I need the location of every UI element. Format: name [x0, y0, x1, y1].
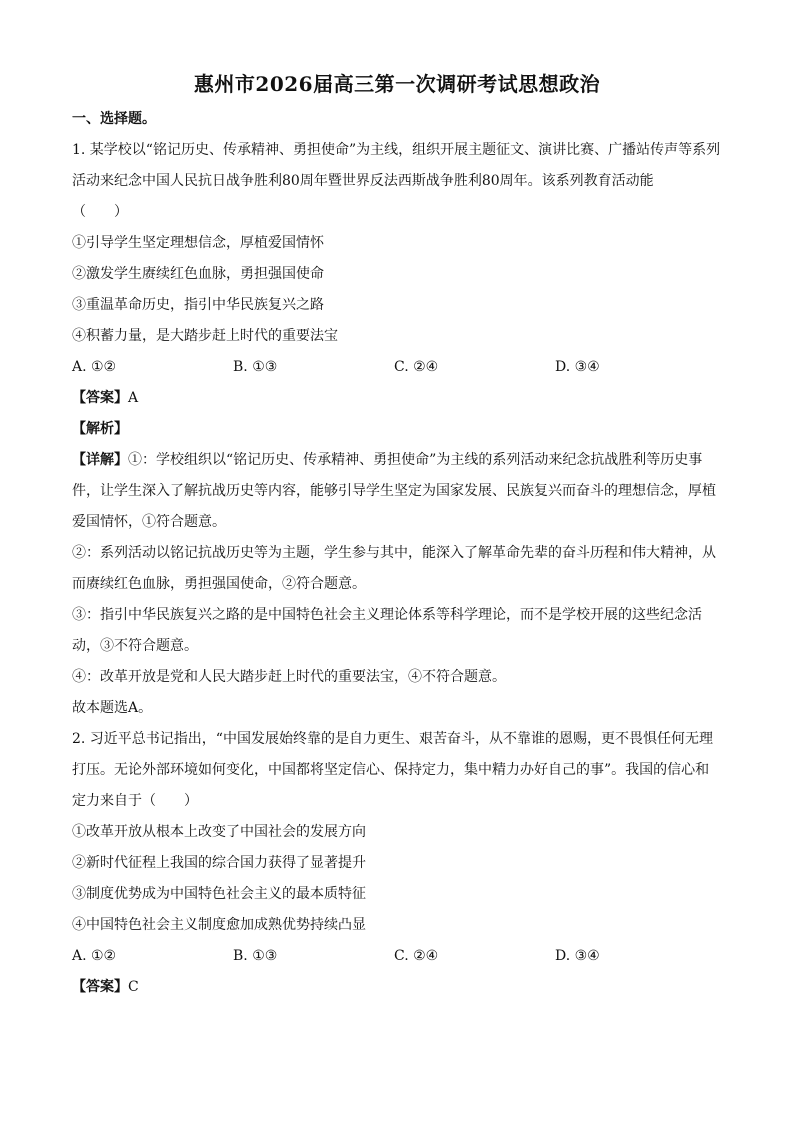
- answer-tag: 【答案】: [72, 390, 128, 406]
- question-2-option-a: A. ①②: [72, 948, 117, 964]
- question-2-item-1: ①改革开放从根本上改变了中国社会的发展方向: [72, 824, 366, 840]
- question-1-detail-3: ③：指引中华民族复兴之路的是中国特色社会主义理论体系等科学理论，而不是学校开展的这些纪念活动，③不符合题意。: [72, 607, 702, 654]
- question-2-answer: [72, 972, 722, 1003]
- question-1-answer: [72, 383, 722, 414]
- question-1-option-b: B. ①③: [233, 359, 278, 375]
- question-2-item-4: ④中国特色社会主义制度愈加成熟优势持续凸显: [72, 917, 366, 933]
- question-1-detail-2: ②：系列活动以铭记抗战历史等为主题，学生参与其中，能深入了解革命先辈的奋斗历程和伟大精神，从而赓续红色血脉，勇担强国使命，②符合题意。: [72, 545, 716, 592]
- question-1-option-c: C. ②④: [394, 359, 439, 375]
- question-2-options: [72, 941, 722, 972]
- question-1-option-a: A. ①②: [72, 359, 117, 375]
- page-title: 惠州市2026届高三第一次调研考试思想政治: [193, 72, 601, 96]
- question-1-blank: （ ）: [72, 204, 128, 220]
- question-1-item-3: ③重温革命历史，指引中华民族复兴之路: [72, 297, 324, 313]
- detail-tag: 【详解】: [72, 452, 128, 468]
- question-2-item-2: ②新时代征程上我国的综合国力获得了显著提升: [72, 855, 366, 871]
- answer-value: A: [128, 390, 139, 406]
- question-1-item-1: ①引导学生坚定理想信念，厚植爱国情怀: [72, 235, 324, 251]
- question-1-stem: 1. 某学校以“铭记历史、传承精神、勇担使命”为主线，组织开展主题征文、演讲比赛、广播站传声等系列活动来纪念中国人民抗日战争胜利80周年暨世界反法西斯战争胜利80周年。该系列教育活动能: [72, 142, 721, 189]
- question-2-item-3: ③制度优势成为中国特色社会主义的最本质特征: [72, 886, 366, 902]
- question-2-option-d: D. ③④: [555, 948, 600, 964]
- question-2-option-b: B. ①③: [233, 948, 278, 964]
- question-1-analysis-tag: 【解析】: [72, 421, 128, 437]
- question-2-stem: 2. 习近平总书记指出，“中国发展始终靠的是自力更生、艰苦奋斗，从不靠谁的恩赐，更不畏惧任何无理打压。无论外部环境如何变化，中国都将坚定信心、保持定力，集中精力办好自己的事”。我国的信心和定力来自于（ ）: [72, 731, 713, 809]
- section-heading: 一、选择题。: [72, 111, 156, 127]
- question-1-options: [72, 352, 722, 383]
- question-1-item-4: ④积蓄力量，是大踏步赶上时代的重要法宝: [72, 328, 338, 344]
- question-1-detail-1: [72, 445, 722, 538]
- detail-text: ①：学校组织以“铭记历史、传承精神、勇担使命”为主线的系列活动来纪念抗战胜利等历史事件，让学生深入了解抗战历史等内容，能够引导学生坚定为国家发展、民族复兴而奋斗的理想信念，厚植爱国情怀，①符合题意。: [72, 452, 716, 530]
- question-1-option-d: D. ③④: [555, 359, 600, 375]
- question-1-item-2: ②激发学生赓续红色血脉，勇担强国使命: [72, 266, 324, 282]
- question-1-detail-4: ④：改革开放是党和人民大踏步赶上时代的重要法宝，④不符合题意。: [72, 669, 506, 685]
- question-1-conclusion: 故本题选A。: [72, 700, 153, 716]
- answer-tag: 【答案】: [72, 979, 128, 995]
- answer-value: C: [128, 979, 139, 995]
- question-2-option-c: C. ②④: [394, 948, 439, 964]
- exam-content: [72, 104, 722, 1003]
